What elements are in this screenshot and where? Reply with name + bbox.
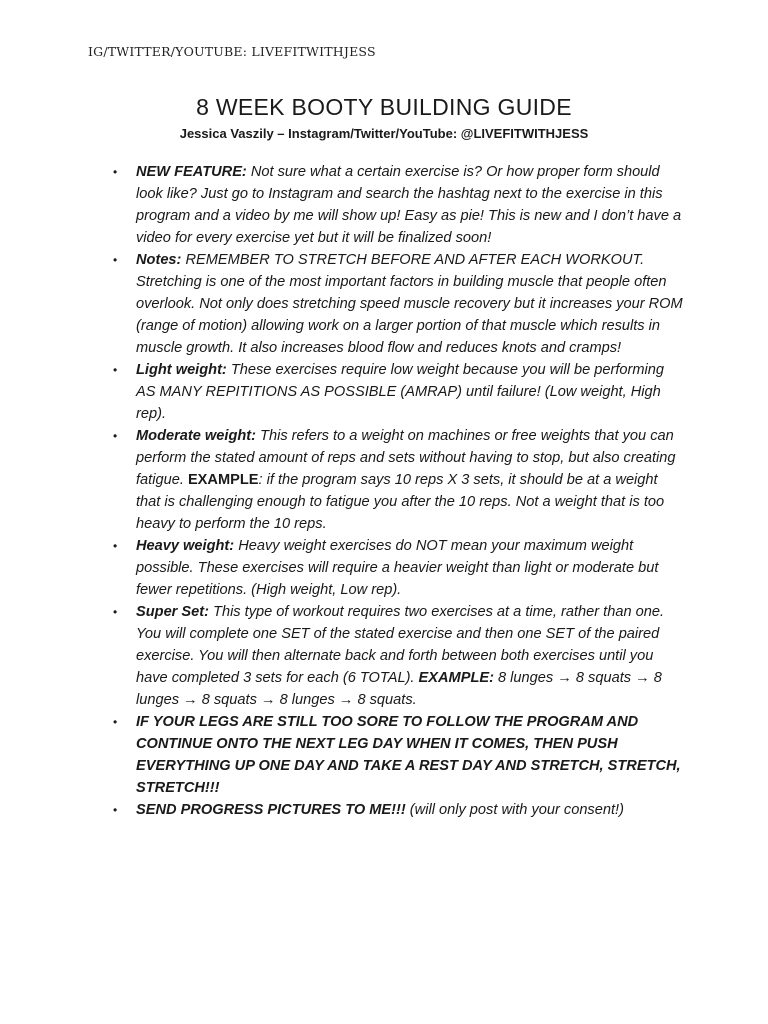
item-term: Super Set:: [136, 604, 209, 620]
bullet-icon: •: [113, 715, 118, 729]
item-term: Light weight:: [136, 362, 227, 378]
item-text: REMEMBER TO STRETCH BEFORE AND AFTER EACH WORKOUT. Stretching is one of the most important factors in building muscle that people often overlook. Not only does stretching speed muscle recovery but it increases your ROM (range of motion) allowing work on a larger portion of that muscle which results in muscle growth. It also increases blood flow and reduces knots and cramps!: [136, 252, 683, 356]
item-text-continued: : if the program says 10 reps X 3 sets, it should be at a weight that is challenging enough to fatigue you after the 10 reps. Not a weight that is too heavy to perform the 10 reps.: [136, 472, 665, 532]
list-item-heavy-weight: [113, 535, 684, 601]
social-handle-header: IG/TWITTER/YOUTUBE: LIVEFITWITHJESS: [88, 44, 376, 59]
guide-bullet-list: [113, 161, 684, 821]
page-subtitle: Jessica Vaszily – Instagram/Twitter/YouTube: @LIVEFITWITHJESS: [179, 126, 589, 141]
item-term: Notes:: [136, 252, 182, 268]
bullet-icon: •: [113, 165, 118, 179]
item-text: This refers to a weight on machines or free weights that you can perform the stated amount of reps and sets without having to stop, but also creating fatigue.: [136, 428, 676, 488]
item-text: Not sure what a certain exercise is? Or how proper form should look like? Just go to Instagram and search the hashtag next to the exercise in this program and a video by me will show up! Easy as pie! This is new and I don’t have a video for every exercise yet but it will be finalized soon!: [136, 164, 682, 246]
list-item-light-weight: [113, 359, 684, 425]
example-label: EXAMPLE:: [418, 670, 494, 686]
page-title: 8 WEEK BOOTY BUILDING GUIDE: [196, 94, 572, 120]
item-text: This type of workout requires two exercises at a time, rather than one. You will complete one SET of the stated exercise and then one SET of the paired exercise. You will then alternate back and forth between both exercises until you have completed 3 sets for each (6 TOTAL).: [136, 604, 665, 686]
item-text: These exercises require low weight because you will be performing AS MANY REPITITIONS AS POSSIBLE (AMRAP) until failure! (Low weight, High rep).: [136, 362, 665, 422]
list-item-new-feature: [113, 161, 684, 249]
list-item-moderate-weight: [113, 425, 684, 535]
list-item-super-set: [113, 601, 684, 711]
item-text-continued: 8 lunges → 8 squats → 8 lunges → 8 squats → 8 lunges → 8 squats.: [136, 670, 662, 708]
bullet-icon: •: [113, 539, 118, 553]
list-item-notes: [113, 249, 684, 359]
item-term: NEW FEATURE:: [136, 164, 247, 180]
item-term: SEND PROGRESS PICTURES TO ME!!!: [136, 802, 406, 818]
bullet-icon: •: [113, 253, 118, 267]
list-item-sore-legs: [113, 711, 684, 799]
bullet-icon: •: [113, 803, 118, 817]
list-item-progress-pictures: [113, 799, 684, 821]
item-text: IF YOUR LEGS ARE STILL TOO SORE TO FOLLOW THE PROGRAM AND CONTINUE ONTO THE NEXT LEG DAY WHEN IT COMES, THEN PUSH EVERYTHING UP ONE DAY AND TAKE A REST DAY AND STRETCH, STRETCH, STRETCH!!!: [136, 714, 681, 796]
item-term: Heavy weight:: [136, 538, 235, 554]
example-label: EXAMPLE: [187, 472, 259, 488]
bullet-icon: •: [113, 605, 118, 619]
bullet-icon: •: [113, 429, 118, 443]
bullet-icon: •: [113, 363, 118, 377]
item-term: Moderate weight:: [136, 428, 256, 444]
item-text: (will only post with your consent!): [405, 802, 624, 818]
item-text: Heavy weight exercises do NOT mean your maximum weight possible. These exercises will require a heavier weight than light or moderate but fewer repetitions. (High weight, Low rep).: [136, 538, 659, 598]
